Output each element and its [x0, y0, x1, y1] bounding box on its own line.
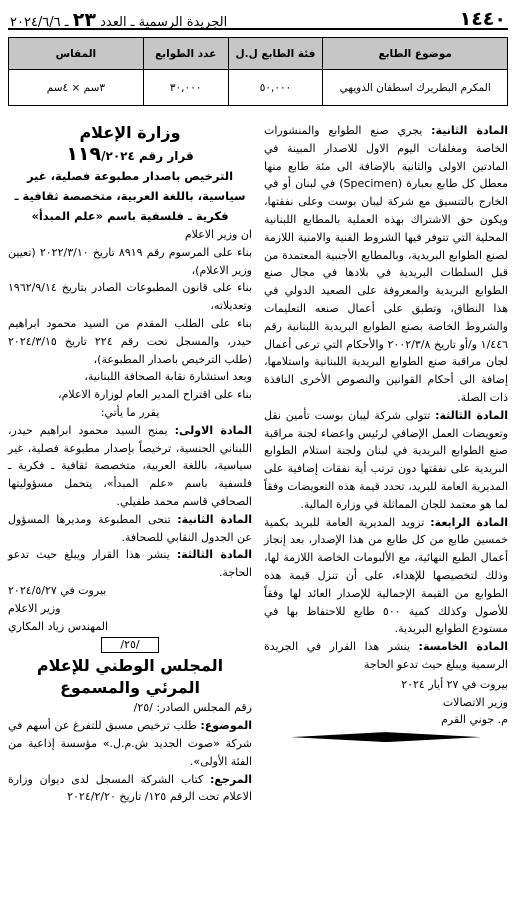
cell-count: ٣٠,٠٠٠: [143, 70, 228, 106]
council-ref: رقم المجلس الصادر: /٢٥/: [133, 701, 252, 715]
preamble-1: بناء على المرسوم رقم ٨٩١٩ تاريخ ٢٠٢٢/٣/١٠ (تعيين وزير الاعلام)،: [8, 245, 252, 277]
council-title: المجلس الوطني للإعلام: [36, 656, 224, 676]
end-divider: [264, 732, 508, 742]
article-4: المادة الرابعة: تزويد المديرية العامة للبريد بكمية خمسين طابع من كل طابع من هذا الإصدار، بعد إنجاز أعمال الطبع النهائية، مع الألبومات الخاصة اللازمة لها، وذلك لتخصيصها للإهداء، على أن تنزل قيمة هذه الطوابع من القيمة الإجمالية للإصدار العائد لها وفقاً للأصول وكذلك كمية ٥٠٠ طابع للاحتفاظ بها في مستودع الطوابع البريدية.: [264, 515, 508, 636]
left-sig-title: وزير الاعلام: [8, 601, 61, 615]
cell-value: ٥٠,٠٠٠: [228, 70, 323, 106]
council-subtitle: المرئي والمسموع: [59, 678, 201, 698]
ministry-title: وزارة الإعلام: [79, 123, 181, 142]
council-subject: الموضوع: طلب ترخيص مسبق للتفرغ عن أسهم في شركة «صوت الجديد ش.م.ل.» مؤسسة إذاعية من الفئة الأولى».: [8, 719, 252, 768]
col-subject: موضوع الطابع: [323, 38, 508, 70]
article-2: المادة الثانية: يجري صنع الطوابع والمنشورات الخاصة ومغلفات اليوم الاول للاصدار المبينة في المادتين الاولى والثانية بالإضافة الى مئة طابع منها معطل كل طابع بعبارة (Specimen) في لبنان أو في الخارج بالتنسيق مع شركة ليبان بوست وعلى نفقتها، ويكون حق الاشتراك بهذه العملية بالمطابع اللبنانية المحلية التي تتوفر فيها الشروط الفنية والامنية اللازمة لصنع الطوابع البريدية، وبالمطابع الأجنبية المعتمدة من قبل السلطات البريدية في بلادها في مجال صنع الطوابع البريدية والمعروفة على الصعيد الدولي في هذا النطاق، وتطبق على أعمال صنعه التعليمات والشروط الخاصة بصنع الطوابع البريدية اللبنانية رقم ١/٤٤٦ و/أو تاريخ ٢٠٠٢/٣/٨ والأحكام التي ترعى أعمال لجان مراقبة صنع الطوابع البريدية اللبنانية واستلامها، إضافة الى أحكام القوانين والنصوص الأخرى النافذة ذات الصلة.: [264, 124, 509, 404]
left-sig-name: المهندس زياد المكاري: [8, 619, 109, 633]
col-count: عدد الطوابع: [143, 38, 228, 70]
signature-place: بيروت في ٢٧ أيار ٢٠٢٤: [401, 677, 508, 691]
page-number: ١٤٤٠: [459, 8, 506, 30]
left-article-1: المادة الاولى: يمنح السيد محمود ابراهيم حيدر، اللبناني الجنسية، ترخيصاً بإصدار مطبوعة فصلية، غير سياسية، باللغة العربية، متخصصة ثقافية ـ فكرية ـ فلسفية باسم «علم المبدأ»، يتحمل مسؤوليتها الصحافي قاسم محمد طفيلي.: [8, 423, 252, 508]
col-value: فئة الطابع ل.ل: [228, 38, 323, 70]
col-size: المقاس: [9, 38, 144, 70]
separator: /٢٥/: [8, 637, 252, 653]
signature-name: م. جوني القرم: [441, 713, 508, 727]
page-header: [8, 6, 508, 30]
preamble-0: ان وزير الاعلام: [184, 228, 252, 241]
decides-line: يقرر ما يأتي:: [100, 405, 160, 419]
council-reference: المرجع: كتاب الشركة المسجل لدى ديوان وزارة الاعلام تحت الرقم ١٢٥/ تاريخ ٢٠٢٤/٢/٢٠: [8, 772, 252, 804]
stamp-table: [8, 37, 508, 106]
article-3: المادة الثالثة: تتولى شركة ليبان بوست تأمين نقل وتعويضات العمل الإضافي لرئيس واعضاء لجنة مراقبة صنع الطوابع البريدية في لبنان ولجنة استلام الطوابع البريدية على نفقتها دون ترتب أية نفقات إضافية على المديرية العامة للبريد، تحدد قيمة هذه التعويضات وفقاً لما هو معتمد للجان المماثلة في وزارة المالية.: [264, 408, 508, 511]
left-sig-place: بيروت في ٢٠٢٤/٥/٢٧: [8, 583, 107, 597]
preamble-4: وبعد استشارة نقابة الصحافة اللبنانية،: [84, 370, 252, 384]
preamble-3: بناء على الطلب المقدم من السيد محمود ابراهيم حيدر، والمسجل تحت رقم ٢٢٤ تاريخ ٢٠٢٤/٣/١٥ (طلب الترخيص باصدار المطبوعة)،: [8, 316, 252, 366]
cell-size: ٣سم × ٤سم: [9, 70, 144, 106]
journal-title: الجريدة الرسمية ـ العدد ٢٣ ـ ٢٠٢٤/٦/٦: [10, 9, 228, 31]
issue-number: ٢٣: [72, 9, 96, 31]
issue-date: ـ ٢٠٢٤/٦/٦: [10, 15, 69, 30]
signature-title: وزير الاتصالات: [442, 695, 508, 709]
right-column: [264, 122, 508, 745]
left-article-3: المادة الثالثة: ينشر هذا القرار ويبلغ حيث تدعو الحاجة.: [8, 548, 252, 580]
left-article-2: المادة الثانية: تنحى المطبوعة ومديرها المسؤول عن الجدول النقابي للصحافة.: [8, 512, 253, 544]
preamble-5: بناء على اقتراح المدير العام لوزارة الاعلام،: [58, 388, 252, 402]
left-column: [8, 122, 252, 806]
decision-subject: الترخيص باصدار مطبوعة فصلية، غير سياسية، باللغة العربية، متخصصة ثقافية ـ فكرية ـ فلسفية باسم «علم المبدأ»: [14, 169, 246, 223]
cell-subject: المكرم البطريرك اسطفان الدويهي: [323, 70, 508, 106]
preamble-2: بناء على قانون المطبوعات الصادر بتاريخ ١٩٦٢/٩/١٤ وتعديلاته،: [8, 281, 252, 313]
decision-number: قرار رقم ١١٩/٢٠٢٤: [66, 143, 194, 165]
article-5: المادة الخامسة: ينشر هذا القرار في الجريدة الرسمية ويبلغ حيث تدعو الحاجة: [264, 640, 508, 671]
